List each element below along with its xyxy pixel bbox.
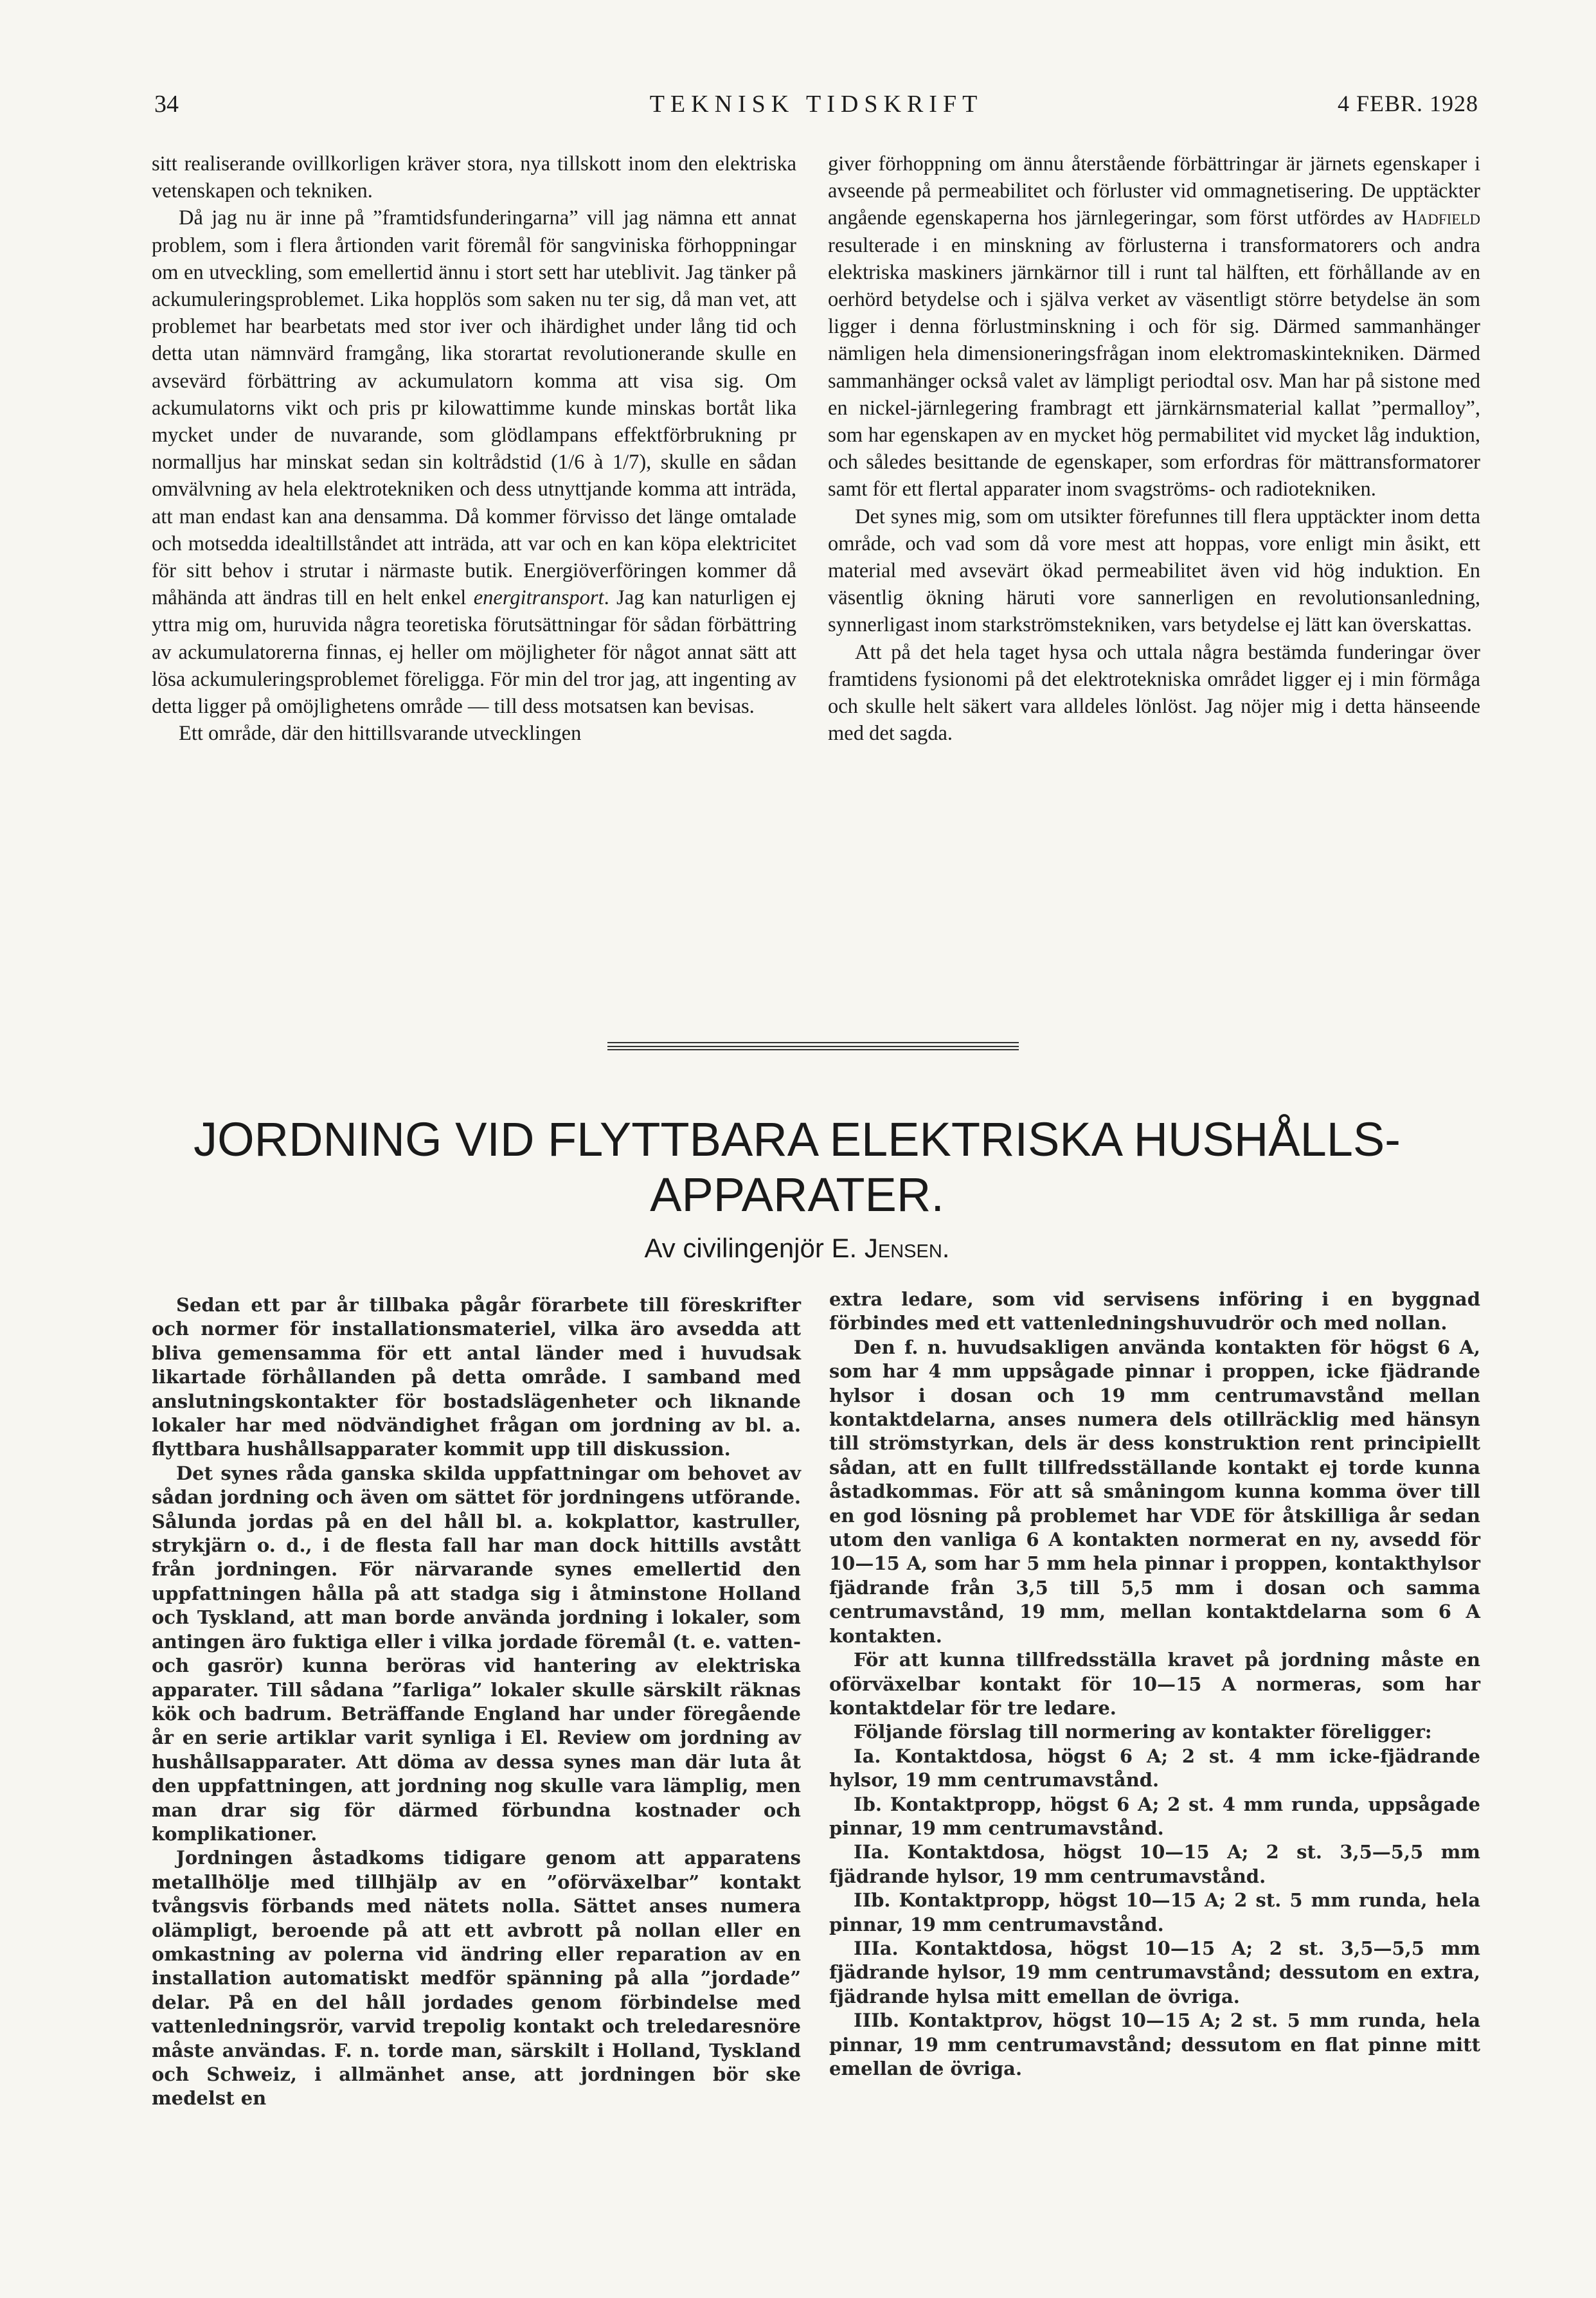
list-item: Ia. Kontaktdosa, högst 6 A; 2 st. 4 mm icke-fjädrande hylsor, 19 mm centrumavstånd. <box>829 1745 1480 1791</box>
journal-title: TEKNISK TIDSKRIFT <box>649 91 983 118</box>
paragraph: Att på det hela taget hysa och uttala några bestämda funderingar över framtidens fysionomi på det elektrotekniska området ligger ej i min förmåga och skulle helt säkert vara alldeles lönlöst. Jag nöjer mig i detta hänseende med det sagda. <box>828 640 1480 746</box>
paragraph: Det synes råda ganska skilda uppfattningar om behovet av sådan jordning och även om sättet för jordningens utförande. Sålunda jordas på en del håll bl. a. kokplattor, kastruller, strykjärn o. d., i de flesta fall har man dock hittills avstått från jordningen. För närvarande synes emellertid den uppfattningen hålla på att stadga sig i åtminstone Holland och Tyskland, att man borde använda jordning i lokaler, som antingen äro fuktiga eller i vilka jordade föremål (t. e. vatten- och gasrör) kunna beröras vid hantering av elektriska apparater. Till sådana ”farliga” lokaler skulle särskilt räknas kök och badrum. Beträffande England har under föregående år en serie artiklar varit synliga i El. Review om jordning av hushållsapparater. Att döma av dessa synes man där luta åt den uppfattningen, att jordning nog skulle vara lämplig, men man drar sig för därmed förbundna kostnader och komplikationer. <box>152 1462 801 1845</box>
issue-date: 4 FEBR. 1928 <box>1337 91 1478 116</box>
continued-article-left-column <box>152 150 796 747</box>
article-left-column <box>152 1293 801 2111</box>
paragraph: Jordningen åstadkoms tidigare genom att apparatens metallhölje med tillhjälp av en ”oförväxelbar” kontakt tvångsvis förbands med nätets nolla. Sättet anses numera olämpligt, beroende på att ett avbrott på nollan eller en omkastning av polerna vid ändring eller reparation av en installation automatiskt medför spänning på alla ”jordade” delar. På en del håll jordades genom förbindelse med vattenledningsrör, varvid trepolig kontakt och treledaresnöre måste användas. F. n. torde man, särskilt i Holland, Tyskland och Schweiz, i allmänhet anse, att jordningen bör ske medelst en <box>152 1847 801 2110</box>
list-item: IIIa. Kontaktdosa, högst 10—15 A; 2 st. 3,5—5,5 mm fjädrande hylsor, 19 mm centrumavstånd; dessutom en extra, fjädrande hylsa mitt emellan de övriga. <box>829 1937 1480 2007</box>
page-number: 34 <box>154 91 179 118</box>
paragraph: Den f. n. huvudsakligen använda kontakten för högst 6 A, som har 4 mm uppsågade pinnar i proppen, icke fjädrande hylsor i dosan och 19 mm centrumavstånd mellan kontaktdelarna, anses numera dels otillräcklig med hänsyn till strömstyrkan, dels är dess konstruktion rent principiellt sådan, att en fullt tillfredsställande kontakt ej torde kunna åstadkommas. För att så småningom kunna komma över till en god lösning på problemet har VDE för åtskilliga år sedan utom den vanliga 6 A kontakten normerat en ny, avsedd för 10—15 A, som har 5 mm hela pinnar i proppen, kontakthylsor fjädrande från 3,5 till 5,5 mm i dosan och samma centrumavstånd, 19 mm, mellan kontaktdelarna som 6 A kontakten. <box>829 1336 1480 1647</box>
list-item: Ib. Kontaktpropp, högst 6 A; 2 st. 4 mm runda, uppsågade pinnar, 19 mm centrumavstånd. <box>829 1793 1480 1839</box>
paragraph: Ett område, där den hittillsvarande utvecklingen <box>179 722 582 746</box>
list-item: IIIb. Kontaktprov, högst 10—15 A; 2 st. 5 mm runda, hela pinnar, 19 mm centrumavstånd; dessutom en flat pinne mitt emellan de övriga. <box>829 2009 1480 2079</box>
paragraph: giver förhoppning om ännu återstående förbättringar är järnets egenskaper i avseende på permeabilitet och förluster vid ommagnetisering. De upptäckter angående egenskaperna hos järnlegeringar, som först utfördes av Hadfield resulterade i en minskning av förlusterna i transformatorers och andra elektriska maskiners järnkärnor till i runt tal hälften, ett förhållande av en oerhörd betydelse och i själva verket av väsentligt större betydelse än som ligger i denna förlustminskning i och för sig. Därmed sammanhänger nämligen hela dimensioneringsfrågan inom elektromaskintekniken. Därmed sammanhänger också valet av lämpligt periodtal osv. Man har på sistone med en nickel-järnlegering frambragt ett järnkärnsmaterial kallat ”permalloy”, som har egenskapen av en mycket hög permabilitet vid mycket låg induktion, och således besittande de egenskaper, som erfordras för mättransformatorer samt för ett flertal apparater inom svagströms- och radiotekniken. <box>828 152 1481 501</box>
running-header <box>154 90 1478 129</box>
article-title: JORDNING VID FLYTTBARA ELEKTRISKA HUSHÅLLS- APPARATER. <box>193 1113 1401 1221</box>
article-byline: Av civilingenjör E. Jensen. <box>644 1233 950 1263</box>
continued-article-right-column <box>828 150 1480 747</box>
author-name: Jensen. <box>864 1233 950 1263</box>
paragraph: Följande förslag till normering av kontakter föreligger: <box>854 1721 1432 1743</box>
section-divider <box>607 1042 1019 1050</box>
article-right-column <box>829 1288 1480 2081</box>
paragraph: För att kunna tillfredsställa kravet på jordning måste en oförväxelbar kontakt för 10—15 A normeras, som har kontaktdelar för tre ledare. <box>829 1649 1480 1719</box>
paragraph: Sedan ett par år tillbaka pågår förarbete till föreskrifter och normer för installationsmateriel, vilka äro avsedda att bliva gemensamma för ett antal länder med i huvudsak likartade förhållanden på detta område. I samband med anslutningskontakter för bostadslägenheter och liknande lokaler har med nödvändighet frågan om jordning av bl. a. flyttbara hushållsapparater kommit upp till diskussion. <box>152 1294 801 1460</box>
paragraph: Då jag nu är inne på ”framtidsfunderingarna” vill jag nämna ett annat problem, som i flera årtionden varit föremål för sangviniska förhoppningar om en utveckling, som emellertid ännu i stort sett har uteblivit. Jag tänker på ackumuleringsproblemet. Lika hopplös som saken nu ter sig, då man vet, att problemet har bearbetats med stor iver och ihärdighet under lång tid och detta utan nämnvärd framgång, lika storartat revolutionerande skulle en avsevärd förbättring av ackumulatorn komma att visa sig. Om ackumulatorns vikt och pris pr kilowattimme kunde minskas bortåt lika mycket under de nuvarande, som glödlampans effektförbrukning pr normalljus har minskat sedan sin koltrådstid (1/6 à 1/7), skulle en sådan omvälvning av hela elektrotekniken och dess utnyttjande komma att inträda, att man endast kan ana densamma. Då kommer förvisso det länge omtalade och motsedda idealtillståndet att inträda, att var och en kan köpa elektricitet för sitt behov i strutar i närmaste butik. Energiöverföringen kommer då måhända att ändras till en helt enkel energitransport. Jag kan naturligen ej yttra mig om, huruvida några teoretiska förutsättningar för sådan förbättring av ackumulatorerna finnas, ej heller om möjligheter för något annat sätt att lösa ackumuleringsproblemet föreligga. För min del tror jag, att ingenting av detta ligger på omöjlighetens område — till dess motsatsen kan bevisas. <box>152 206 797 719</box>
paragraph: extra ledare, som vid servisens införing i en byggnad förbindes med ett vattenledningshuvudrör och med nollan. <box>829 1288 1480 1334</box>
list-item: IIa. Kontaktdosa, högst 10—15 A; 2 st. 3,5—5,5 mm fjädrande hylsor, 19 mm centrumavstånd. <box>829 1841 1480 1887</box>
paragraph: sitt realiserande ovillkorligen kräver stora, nya tillskott inom den elektriska vetenskapen och tekniken. <box>152 152 796 203</box>
emphasis: energitransport <box>473 586 604 610</box>
author-name: Hadfield <box>1402 206 1481 230</box>
paragraph: Det synes mig, som om utsikter förefunnes till flera upptäckter inom detta område, och vad som då vore mest att hoppas, vore enligt min åsikt, ett material med avsevärt ökad permeabilitet även vid hög induktion. En väsentlig ökning häruti vore sannerligen en revolutionsanledning, synnerligast inom starkströmstekniken, vars betydelse ej lätt kan överskattas. <box>828 505 1480 637</box>
list-item: IIb. Kontaktpropp, högst 10—15 A; 2 st. 5 mm runda, hela pinnar, 19 mm centrumavstånd. <box>829 1889 1480 1935</box>
